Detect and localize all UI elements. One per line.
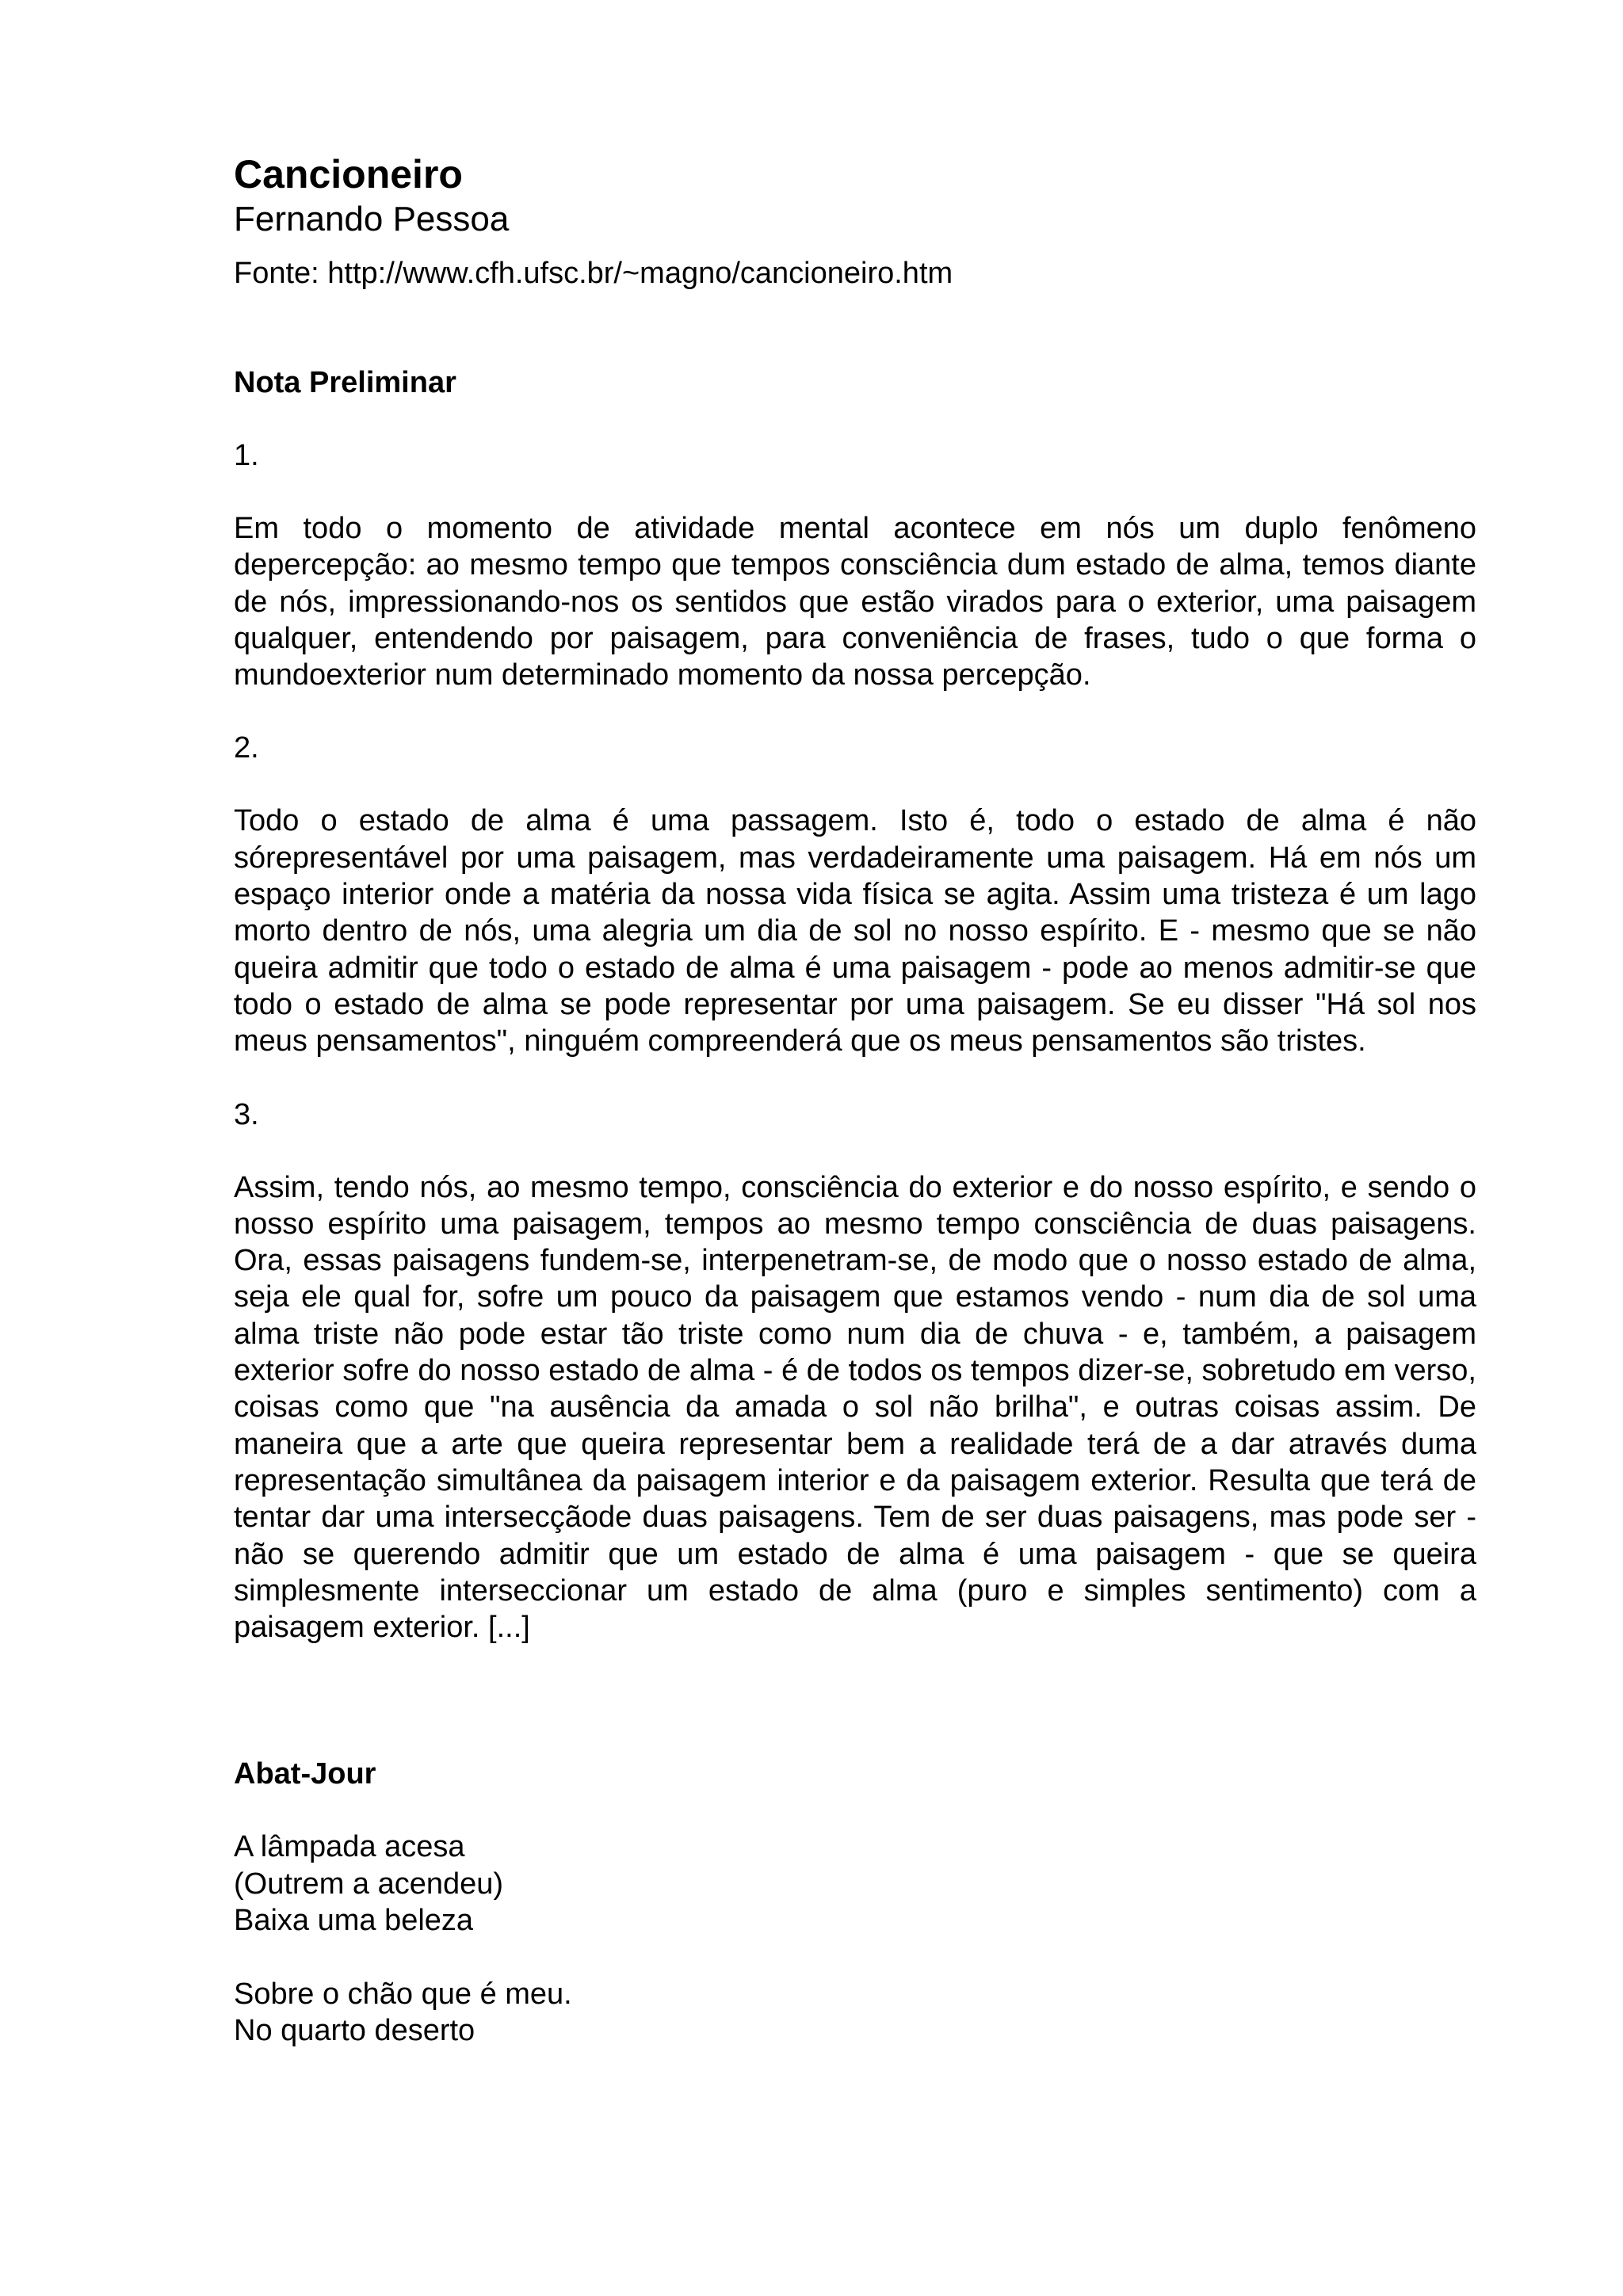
section-paragraph-3: Assim, tendo nós, ao mesmo tempo, consciência do exterior e do nosso espírito, e sendo o nosso espírito uma paisagem, tempos ao mesmo tempo consciência de duas paisagens. Ora, essas paisagens fundem-se, interpenetram-se, de modo que o nosso estado de alma, seja ele qual for, sofre um pouco da paisagem que estamos vendo - num dia de sol uma alma triste não pode estar tão triste como num dia de chuva - e, também, a paisagem exterior sofre do nosso estado de alma - é de todos os tempos dizer-se, sobretudo em verso, coisas como que "na ausência da amada o sol não brilha", e outras coisas assim. De maneira que a arte que queira representar bem a realidade terá de a dar através duma representação simultânea da paisagem interior e da paisagem exterior. Resulta que terá de tentar dar uma intersecçãode duas paisagens. Tem de ser duas paisagens, mas pode ser - não se querendo admitir que um estado de alma é uma paisagem - que se queira simplesmente interseccionar um estado de alma (puro e simples sentimento) com a paisagem exterior. [...]: [234, 1170, 1476, 1645]
poem-line: No quarto deserto: [234, 2014, 475, 2048]
poem-line: (Outrem a acendeu): [234, 1867, 504, 1901]
poem-title: Abat-Jour: [234, 1757, 376, 1791]
poem-stanza-1: [234, 1829, 1476, 1939]
poem-line: Baixa uma beleza: [234, 1904, 474, 1938]
section-number-1: 1.: [234, 439, 259, 472]
poem-stanza-2: [234, 1976, 1476, 2050]
section-paragraph-1: Em todo o momento de atividade mental acontece em nós um duplo fenômeno depercepção: ao mesmo tempo que tempos consciência dum estado de alma, temos diante de nós, impressionando-nos os sentidos que estão virados para o exterior, uma paisagem qualquer, entendendo por paisagem, para conveniência de frases, tudo o que forma o mundoexterior num determinado momento da nossa percepção.: [234, 512, 1476, 692]
document-author: Fernando Pessoa: [234, 200, 510, 238]
section-number-3: 3.: [234, 1097, 259, 1131]
section-paragraph-2: Todo o estado de alma é uma passagem. Isto é, todo o estado de alma é não sórepresentável por uma paisagem, mas verdadeiramente uma paisagem. Há em nós um espaço interior onde a matéria da nossa vida física se agita. Assim uma tristeza é um lago morto dentro de nós, uma alegria um dia de sol no nosso espírito. E - mesmo que se não queira admitir que todo o estado de alma é uma paisagem - pode ao menos admitir-se que todo o estado de alma se pode representar por uma paisagem. Se eu disser "Há sol nos meus pensamentos", ninguém compreenderá que os meus pensamentos são tristes.: [234, 804, 1476, 1058]
poem-line: Sobre o chão que é meu.: [234, 1977, 572, 2011]
document-source: Fonte: http://www.cfh.ufsc.br/~magno/cancioneiro.htm: [234, 257, 953, 290]
document-page: [234, 151, 1476, 2050]
nota-preliminar-heading: Nota Preliminar: [234, 366, 456, 399]
section-number-2: 2.: [234, 731, 259, 765]
poem-line: A lâmpada acesa: [234, 1830, 465, 1864]
document-title: Cancioneiro: [234, 152, 463, 196]
